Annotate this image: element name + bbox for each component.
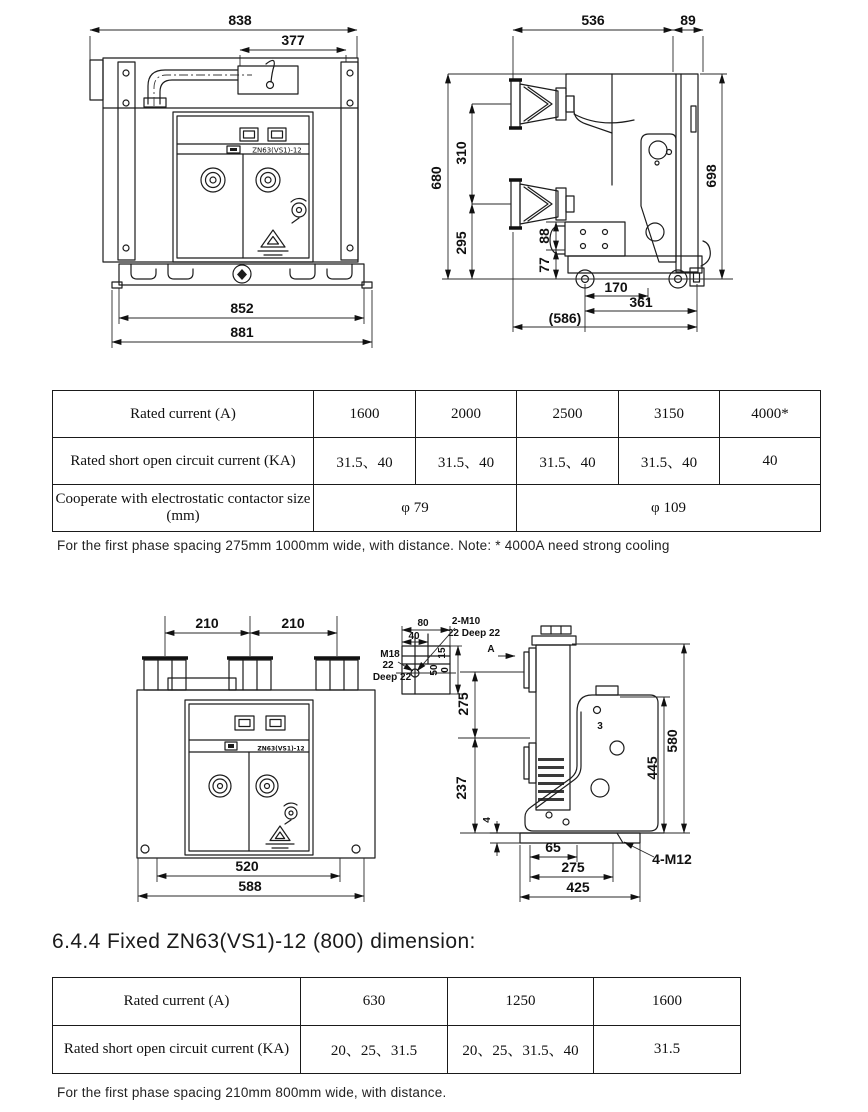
table-cell: φ 79	[314, 485, 517, 532]
bushing-upper	[509, 80, 574, 128]
dim-label: 50	[429, 664, 440, 676]
table-cell: 1600	[314, 391, 416, 438]
thread-label: 4-M12	[652, 851, 692, 867]
dim-label: 580	[664, 729, 680, 753]
note-1000: For the first phase spacing 275mm 1000mm wide, with distance. Note: * 4000A need strong cooling	[57, 538, 670, 553]
dim-label: 237	[453, 776, 469, 800]
side-view-1000	[428, 12, 733, 332]
interlock-pipe	[144, 70, 252, 107]
pole-bushing	[314, 658, 360, 690]
pole-bushing	[142, 658, 188, 690]
dim-label: 275	[455, 692, 471, 716]
dim-label: 170	[604, 279, 628, 295]
dim-label: 838	[228, 12, 252, 28]
dial-indicator-icon	[256, 775, 278, 797]
technical-drawings-800	[0, 595, 868, 915]
dim-label: 680	[428, 166, 444, 190]
nameplate-label: ZN63(VS1)-12	[252, 146, 302, 155]
table-cell: 20、25、31.5、40	[448, 1026, 594, 1074]
section-label: A	[487, 644, 495, 655]
dim-label: 445	[644, 756, 660, 780]
dim-label: 295	[453, 231, 469, 255]
note-800: For the first phase spacing 210mm 800mm wide, with distance.	[57, 1085, 447, 1100]
section-heading: 6.4.4 Fixed ZN63(VS1)-12 (800) dimension:	[52, 930, 476, 953]
table-cell: 3150	[619, 391, 720, 438]
dim-label: 425	[566, 879, 590, 895]
dim-label: 80	[417, 618, 429, 629]
thread-label: 22	[382, 660, 394, 671]
item-number: 3	[597, 721, 603, 732]
dim-label: 310	[453, 141, 469, 165]
table-cell: 2000	[416, 391, 517, 438]
table-cell: 31.5、40	[416, 438, 517, 485]
dim-label: 881	[230, 324, 254, 340]
warning-triangle-icon	[258, 230, 288, 255]
warning-triangle-icon	[266, 826, 294, 848]
table-cell: 31.5、40	[314, 438, 416, 485]
row-label: Rated current (A)	[53, 391, 314, 438]
dim-label: 0	[440, 667, 451, 673]
table-cell: 630	[301, 978, 448, 1026]
crank-handle-icon	[284, 803, 297, 824]
front-view-1000	[90, 12, 372, 348]
table-cell: 31.5	[594, 1026, 741, 1074]
mounting-detail-800	[373, 616, 501, 694]
dial-indicator-icon	[201, 168, 225, 192]
table-row	[53, 1026, 741, 1074]
table-row	[53, 391, 821, 438]
dim-label: 15	[437, 647, 448, 659]
table-row	[53, 978, 741, 1026]
side-view-800	[453, 626, 692, 902]
dim-label: 88	[536, 228, 552, 244]
dim-label: 588	[238, 878, 262, 894]
dim-label: 77	[536, 257, 552, 273]
thread-label: 2-M10	[451, 616, 481, 627]
dim-label: 520	[235, 858, 259, 874]
table-cell: 31.5、40	[619, 438, 720, 485]
dim-label: 852	[230, 300, 254, 316]
table-row	[53, 485, 821, 532]
table-cell: 40	[720, 438, 821, 485]
table-cell: 31.5、40	[517, 438, 619, 485]
dim-label: 4	[482, 817, 493, 823]
thread-label: Deep 22	[372, 672, 412, 683]
heat-sink-ribs	[538, 758, 564, 801]
dim-label: 89	[680, 12, 696, 28]
dim-label: 361	[629, 294, 653, 310]
front-view-800	[137, 615, 375, 902]
dim-label: 210	[281, 615, 305, 631]
dim-label: 210	[195, 615, 219, 631]
dim-label: 65	[545, 839, 561, 855]
dim-label: 275	[561, 859, 585, 875]
table-cell: 4000*	[720, 391, 821, 438]
table-cell: 1250	[448, 978, 594, 1026]
row-label: Rated short open circuit current (KA)	[53, 1026, 301, 1074]
table-cell: 2500	[517, 391, 619, 438]
nameplate-label: ZN63(VS1)-12	[257, 745, 305, 753]
table-cell: 1600	[594, 978, 741, 1026]
pole-bushing	[227, 658, 273, 690]
dim-label: 40	[408, 631, 420, 642]
spec-table-800	[52, 977, 741, 1074]
row-label: Cooperate with electrostatic contactor size (mm)	[53, 485, 314, 532]
base-rail	[112, 264, 372, 288]
table-cell: φ 109	[517, 485, 821, 532]
table-row	[53, 438, 821, 485]
row-label: Rated current (A)	[53, 978, 301, 1026]
dim-label: 536	[581, 12, 605, 28]
dial-indicator-icon	[256, 168, 280, 192]
table-cell: 20、25、31.5	[301, 1026, 448, 1074]
spec-table-1000	[52, 390, 821, 532]
thread-label: 22 Deep 22	[447, 628, 501, 639]
bushing-lower	[509, 180, 574, 228]
thread-label: M18	[380, 649, 400, 660]
dim-label: 377	[281, 32, 305, 48]
dim-label: (586)	[548, 310, 582, 326]
row-label: Rated short open circuit current (KA)	[53, 438, 314, 485]
dial-indicator-icon	[209, 775, 231, 797]
technical-drawings-1000	[0, 0, 868, 372]
dim-label: 698	[703, 164, 719, 188]
crank-handle-icon	[291, 199, 306, 223]
